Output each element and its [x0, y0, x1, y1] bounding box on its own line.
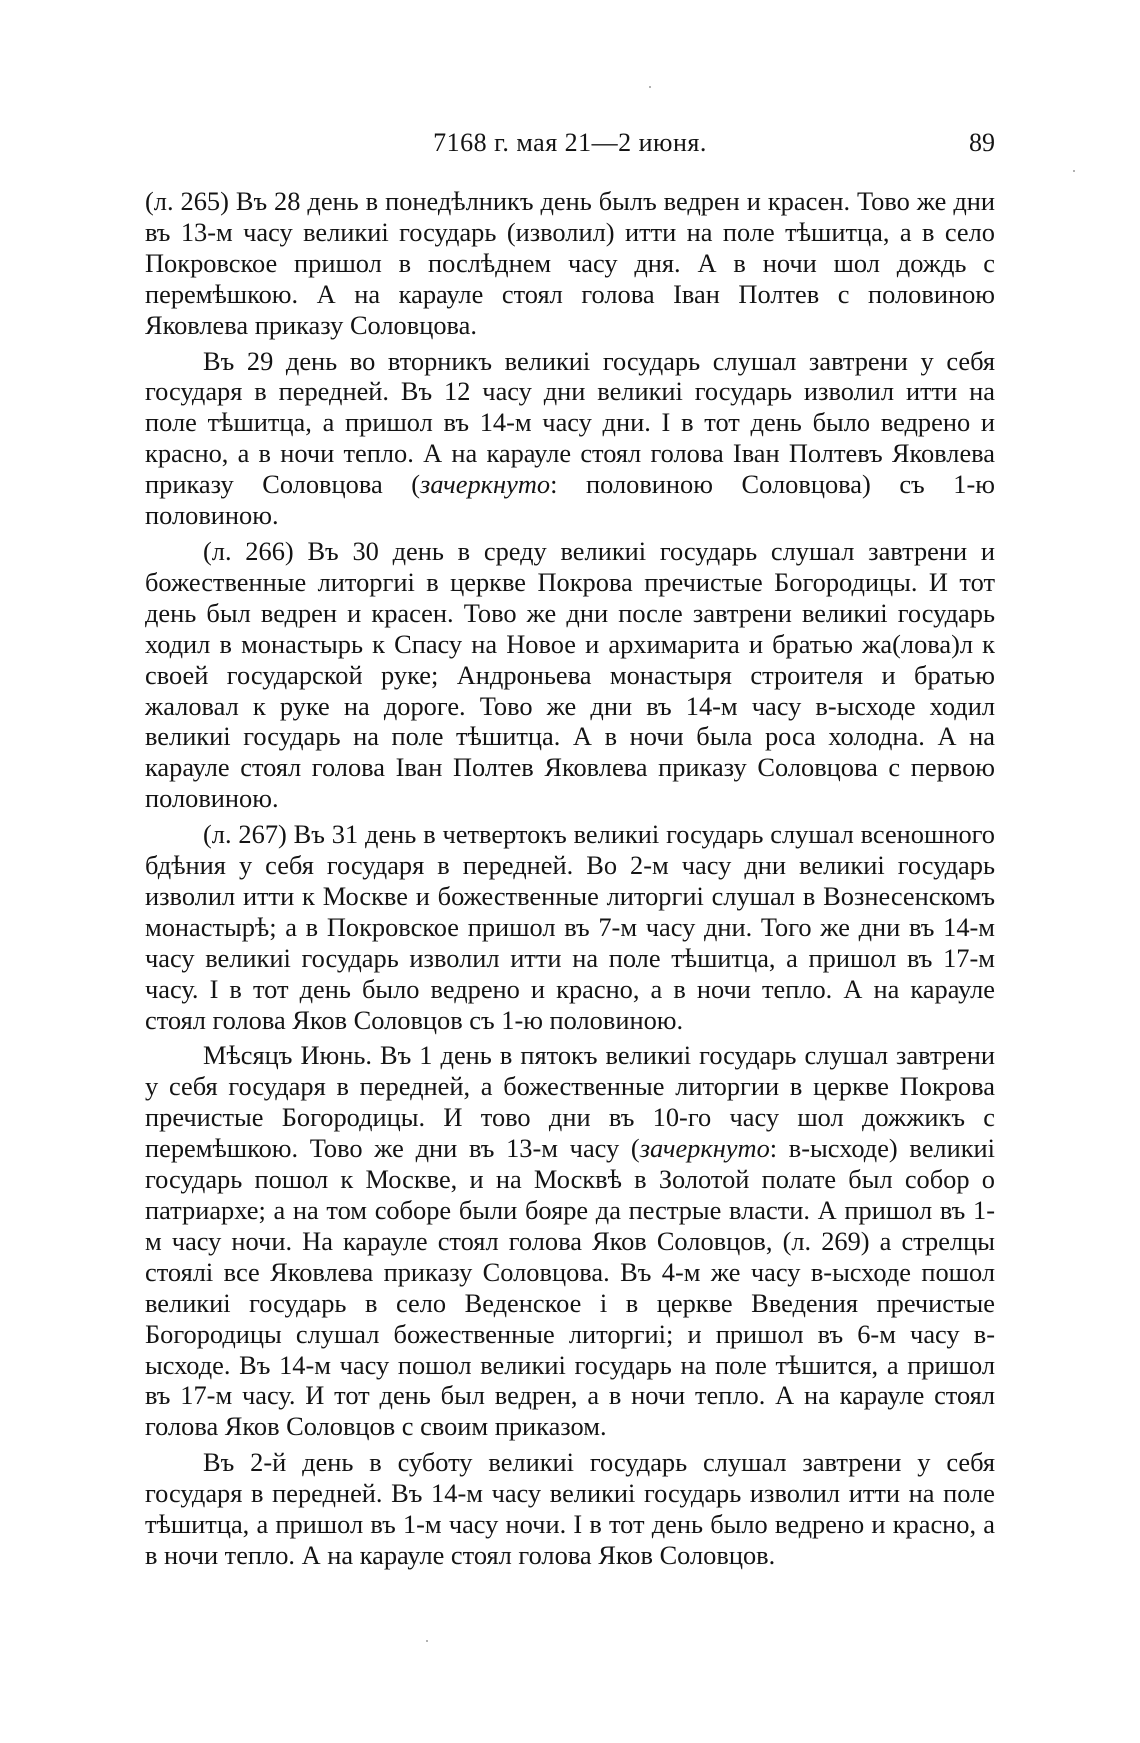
running-title: 7168 г. мая 21—2 июня.: [433, 128, 707, 157]
body-text: [145, 186, 995, 1576]
paragraph-may-30: [145, 536, 995, 814]
paragraph-text: (л. 266) Въ 30 день в среду великиі государь слушал завтрени и божественные литоргиі в церкве Покрова пречистые Богородицы. И тот день был ведрен и красен. Тово же дни после завтрени великиі государь ходил в монастырь к Спасу на Новое и архимарита и братью жа(лова)л к своей государской руке; Андроньева монастыря строителя и братью жаловал к руке на дороге. Тово же дни въ 14-м часу в-ысходе ходил великиі государь на поле тѣшитца. А в ночи была роса холодна. А на карауле стоял голова Іван Полтев Яковлева приказу Соловцова с первою половиною.: [145, 535, 995, 814]
paragraph-text: Въ 29 день во вторникъ великиі государь слушал завтрени у себя государя в передней. Въ 12 часу дни великиі государь изволил итти на поле тѣшитца, а пришол въ 14-м часу дни. І в тот день было ведрено и красно, а в ночи тепло. А на карауле стоял голова Іван Полтевъ Яковлева приказу Соловцова (: [145, 345, 995, 500]
paragraph-june-2: [145, 1447, 995, 1571]
paragraph-text: Мѣсяцъ Июнь. Въ 1 день в пятокъ великиі государь слушал завтрени у себя государя в передней, а божественные литоргии в церкве Покрова пречистые Богородицы. И тово дни въ 10-го часу шол дожжикъ с перемѣшкою. Тово же дни въ 13-м часу (: [145, 1040, 995, 1164]
page-number: 89: [969, 128, 995, 157]
page-speck: [426, 1640, 428, 1642]
page-speck: [649, 86, 651, 88]
paragraph-text: (л. 267) Въ 31 день в четвертокъ великиі государь слушал всеношного бдѣния у себя государя в передней. Во 2-м часу дни великиі государь изволил итти к Москве и божественные литоргиі слушал в Вознесенскомъ монастырѣ; а в Покровское пришол въ 7-м часу дни. Того же дни въ 14-м часу великиі государь изволил итти на поле тѣшитца, а пришол въ 17-м часу. І в тот день было ведрено и красно, а в ночи тепло. А на карауле стоял голова Яков Соловцов съ 1-ю половиною.: [145, 819, 995, 1035]
paragraph-text: : в-ысходе) великиі государь пошол к Москве, и на Москвѣ в Золотой полате был собор о патриархе; а на том соборе были бояре да пестрые власти. А пришол въ 1-м часу ночи. На карауле стоял голова Яков Соловцов, (л. 269) а стрелцы стоялі все Яковлева приказу Соловцова. Въ 4-м же часу в-ысходе пошол великиі государь в село Веденское і в церкве Введения пречистые Богородицы слушал божественные литоргиі; и пришол въ 6-м часу в-ысходе. Въ 14-м часу пошол великиі государь на поле тѣшится, а пришол въ 17-м часу. И тот день был ведрен, а в ночи тепло. А на карауле стоял голова Яков Соловцов с своим приказом.: [145, 1133, 995, 1442]
editorial-note-crossed-out: зачеркнуто: [420, 469, 551, 500]
paragraph-may-29: [145, 346, 995, 531]
paragraph-text: Въ 2-й день в суботу великиі государь слушал завтрени у себя государя в передней. Въ 14-м часу великиі государь изволил итти на поле тѣшитца, а пришол въ 1-м часу ночи. І в тот день было ведрено и красно, а в ночи тепло. А на карауле стоял голова Яков Соловцов.: [145, 1447, 995, 1570]
page-speck: [1073, 170, 1075, 172]
paragraph-may-28: [145, 186, 995, 341]
editorial-note-crossed-out: зачеркнуто: [639, 1133, 770, 1164]
paragraph-text: (л. 265) Въ 28 день в понедѣлникъ день былъ ведрен и красен. Тово же дни въ 13-м часу великиі государь (изволил) итти на поле тѣшитца, а в село Покровское пришол в послѣднем часу дня. А в ночи шол дождь с перемѣшкою. А на карауле стоял голова Іван Полтев с половиною Яковлева приказу Соловцова.: [145, 186, 995, 340]
paragraph-may-31: [145, 819, 995, 1035]
paragraph-june-1: [145, 1040, 995, 1442]
paragraph-text: : половиною Соловцова) съ 1-ю половиною.: [145, 469, 995, 531]
running-header: [145, 126, 995, 160]
